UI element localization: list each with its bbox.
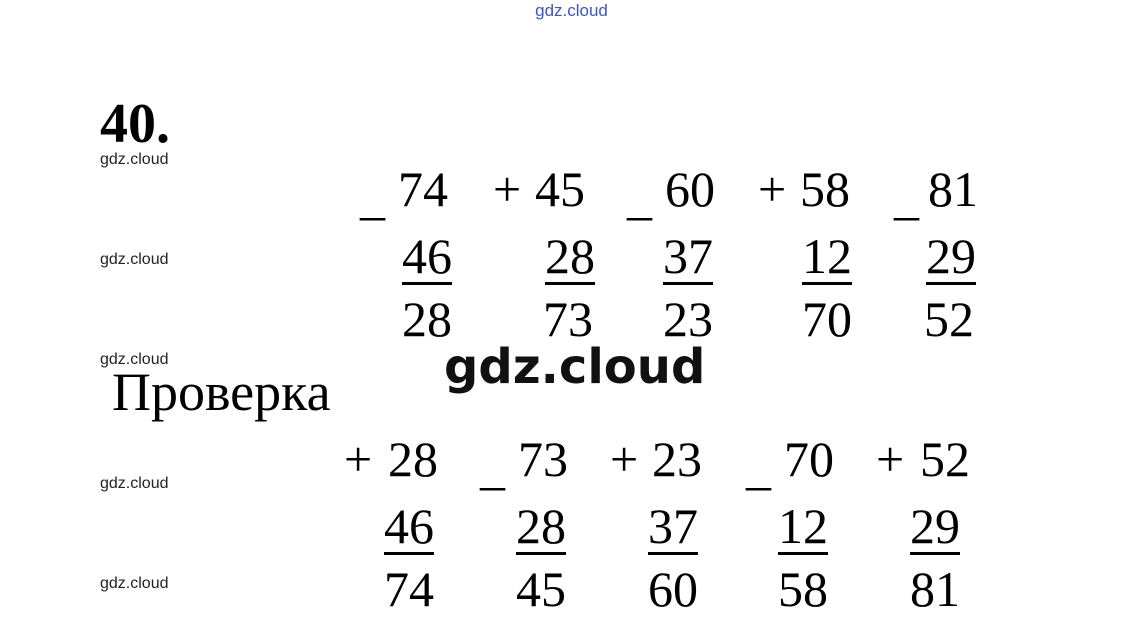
watermark-top: gdz.cloud bbox=[535, 1, 608, 20]
minuend: 74 bbox=[398, 161, 448, 217]
check-column-example bbox=[298, 430, 438, 628]
result: 74 bbox=[384, 561, 434, 617]
operator-sign: + bbox=[876, 431, 905, 487]
addend-1: 52 bbox=[920, 431, 970, 487]
subtrahend: 37 bbox=[663, 228, 713, 284]
result: 52 bbox=[924, 291, 974, 347]
result: 28 bbox=[402, 291, 452, 347]
result: 58 bbox=[778, 561, 828, 617]
operator-sign: + bbox=[344, 431, 373, 487]
addend-2: 46 bbox=[384, 498, 434, 554]
watermark-label: gdz.cloud bbox=[100, 151, 169, 168]
watermark-center: gdz.cloud bbox=[444, 339, 706, 395]
column-example bbox=[575, 160, 715, 358]
operator-sign: + bbox=[758, 161, 787, 217]
operator-sign: _ bbox=[894, 169, 919, 225]
operator-sign: _ bbox=[627, 169, 652, 225]
column-example bbox=[310, 160, 450, 358]
addend-1: 23 bbox=[652, 431, 702, 487]
addend-2: 12 bbox=[802, 228, 852, 284]
check-column-example bbox=[428, 430, 568, 628]
column-example bbox=[712, 160, 852, 358]
result: 23 bbox=[663, 291, 713, 347]
addend-1: 28 bbox=[388, 431, 438, 487]
addend-1: 58 bbox=[800, 161, 850, 217]
addend-2: 29 bbox=[910, 498, 960, 554]
operator-sign: + bbox=[493, 161, 522, 217]
check-column-example bbox=[830, 430, 970, 628]
check-column-example bbox=[564, 430, 704, 628]
watermark-label: gdz.cloud bbox=[100, 575, 169, 592]
column-example bbox=[838, 160, 978, 358]
subtrahend: 29 bbox=[926, 228, 976, 284]
check-title: Проверка bbox=[112, 362, 331, 422]
subtrahend: 28 bbox=[516, 498, 566, 554]
addend-1: 45 bbox=[535, 161, 585, 217]
minuend: 70 bbox=[784, 431, 834, 487]
task-number: 40. bbox=[100, 93, 170, 155]
subtrahend: 12 bbox=[778, 498, 828, 554]
column-example bbox=[445, 160, 595, 358]
operator-sign: _ bbox=[746, 439, 771, 495]
minuend: 60 bbox=[665, 161, 715, 217]
result: 45 bbox=[516, 561, 566, 617]
operator-sign: _ bbox=[480, 439, 505, 495]
addend-2: 28 bbox=[545, 228, 595, 284]
result: 81 bbox=[910, 561, 960, 617]
watermark-label: gdz.cloud bbox=[100, 351, 169, 368]
result: 60 bbox=[648, 561, 698, 617]
check-column-example bbox=[694, 430, 834, 628]
watermark-label: gdz.cloud bbox=[100, 251, 169, 268]
watermark-label: gdz.cloud bbox=[100, 475, 169, 492]
result: 70 bbox=[802, 291, 852, 347]
result: 73 bbox=[543, 291, 593, 347]
minuend: 81 bbox=[928, 161, 978, 217]
minuend: 73 bbox=[518, 431, 568, 487]
operator-sign: _ bbox=[360, 169, 385, 225]
subtrahend: 46 bbox=[402, 228, 452, 284]
operator-sign: + bbox=[610, 431, 639, 487]
addend-2: 37 bbox=[648, 498, 698, 554]
